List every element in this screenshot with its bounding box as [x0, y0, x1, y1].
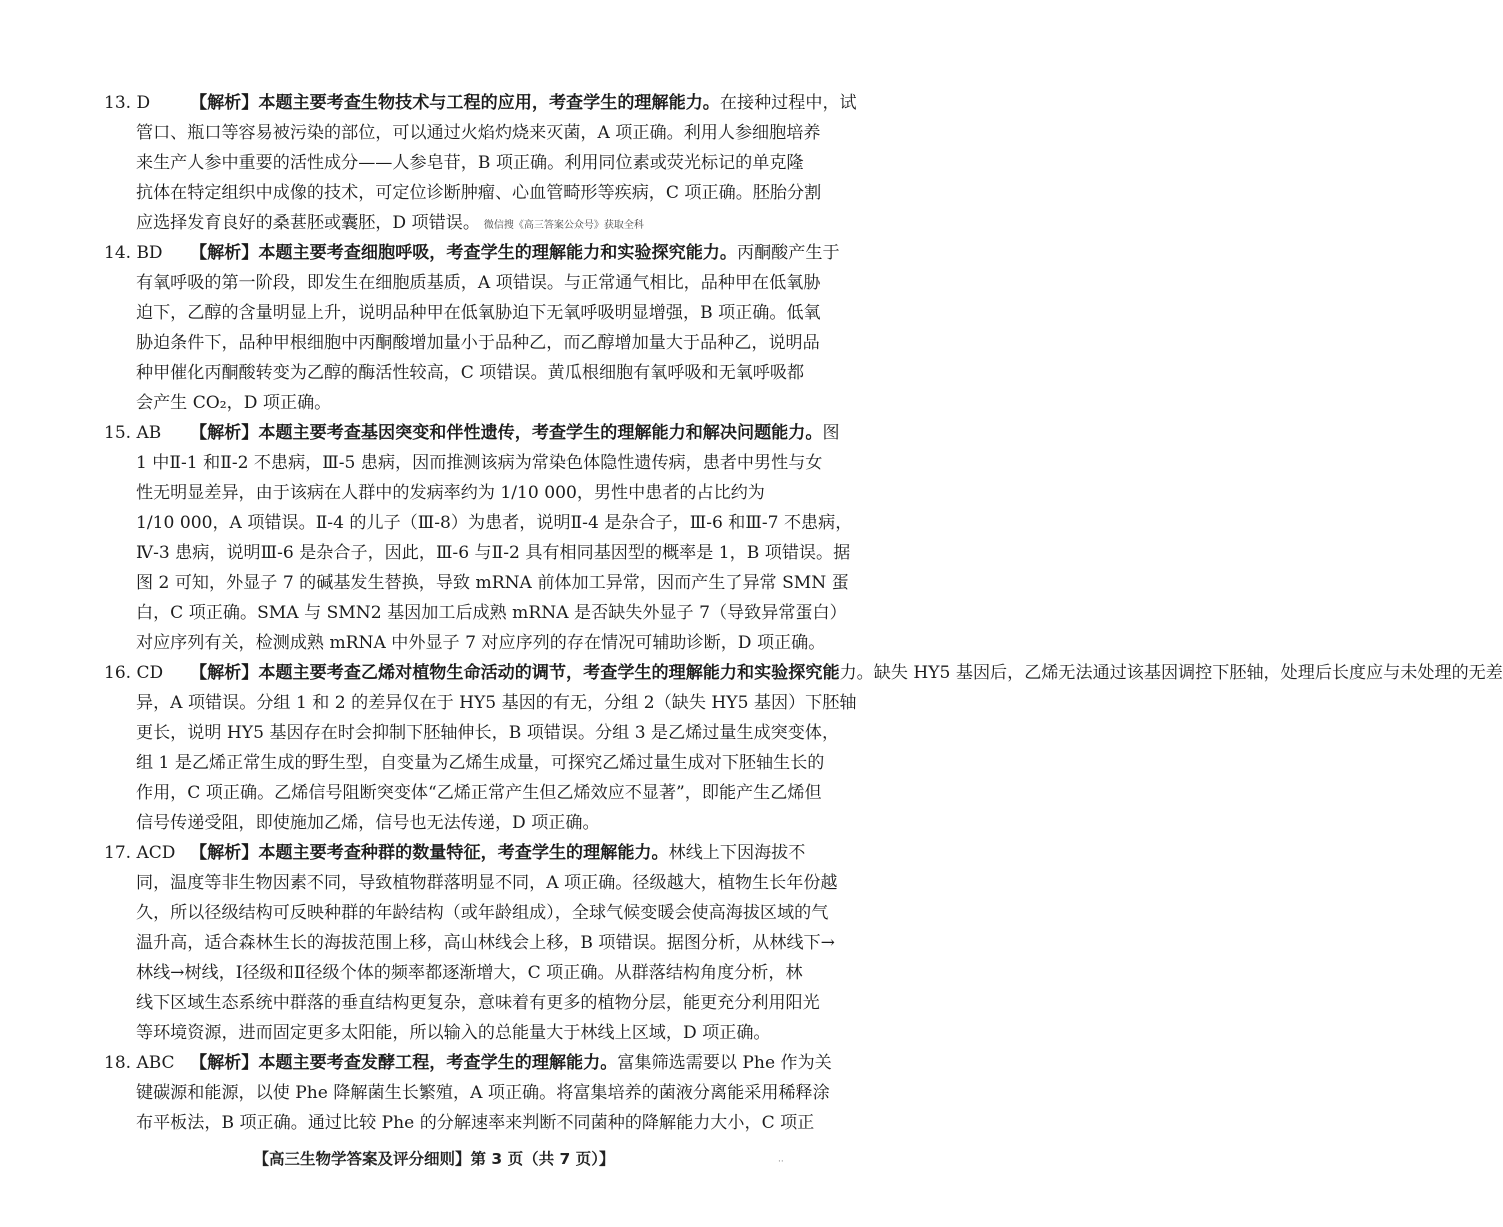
answer-line	[136, 1078, 830, 1108]
answer-text: 抗体在特定组织中成像的技术，可定位诊断肿瘤、心血管畸形等疾病，C 项正确。胚胎分割	[136, 183, 822, 203]
answer-line	[190, 658, 1503, 688]
question-block	[0, 838, 868, 1048]
answer-line	[136, 958, 803, 988]
answer-text: 富集筛选需要以 Phe 作为关	[617, 1053, 832, 1073]
answer-line	[136, 118, 821, 148]
answer-line	[190, 838, 806, 868]
question-block	[0, 658, 1503, 838]
answer-line	[136, 748, 825, 778]
answer-text: 在接种过程中，试	[719, 93, 857, 113]
question-block	[0, 418, 868, 658]
answer-line	[136, 388, 790, 418]
answer-text: 异，A 项错误。分组 1 和 2 的差异仅在于 HY5 基因的有无，分组 2（缺失 HY5 基因）下胚轴	[136, 693, 857, 713]
answer-text: 同，温度等非生物因素不同，导致植物群落明显不同，A 项正确。径级越大，植物生长年份越	[136, 873, 838, 893]
answer-text: 对应序列有关，检测成熟 mRNA 中外显子 7 对应序列的存在情况可辅助诊断，D 项正确。	[136, 633, 826, 653]
answer-line	[136, 868, 838, 898]
page-footer: 【高三生物学答案及评分细则】第 3 页（共 7 页）】	[253, 1150, 615, 1168]
answer-line	[190, 238, 840, 268]
answer-line	[190, 418, 840, 448]
answer-text: 图 2 可知，外显子 7 的碱基发生替换，导致 mRNA 前体加工异常，因而产生了异常 SMN 蛋	[136, 573, 849, 593]
answer-line	[136, 718, 840, 748]
question-block	[0, 1048, 868, 1138]
answer-text: 性无明显差异，由于该病在人群中的发病率约为 1/10 000，男性中患者的占比约为	[136, 483, 765, 503]
answer-text: 布平板法，B 项正确。通过比较 Phe 的分解速率来判断不同菌种的降解能力大小，C 项正	[136, 1113, 815, 1133]
answer-line	[136, 448, 823, 478]
question-number: 18. ABC	[104, 1053, 175, 1073]
answer-text: 来生产人参中重要的活性成分——人参皂苷，B 项正确。利用同位素或荧光标记的单克隆	[136, 153, 804, 173]
answer-text: 迫下，乙醇的含量明显上升，说明品种甲在低氧胁迫下无氧呼吸明显增强，B 项正确。低氧	[136, 303, 821, 323]
answer-text: 更长，说明 HY5 基因存在时会抑制下胚轴伸长，B 项错误。分组 3 是乙烯过量生成突变体，	[136, 723, 840, 743]
answer-text: 种甲催化丙酮酸转变为乙醇的酶活性较高，C 项错误。黄瓜根细胞有氧呼吸和无氧呼吸都	[136, 363, 805, 383]
answer-text: 键碳源和能源，以使 Phe 降解菌生长繁殖，A 项正确。将富集培养的菌液分离能采用稀释涂	[136, 1083, 830, 1103]
answer-text: 管口、瓶口等容易被污染的部位，可以通过火焰灼烧来灭菌，A 项正确。利用人参细胞培养	[136, 123, 821, 143]
answer-line	[136, 358, 805, 388]
question-number: 14. BD	[104, 243, 163, 263]
answer-text: 温升高，适合森林生长的海拔范围上移，高山林线会上移，B 项错误。据图分析，从林线下→	[136, 933, 835, 953]
analysis-heading: 【解析】本题主要考查基因突变和伴性遗传，考查学生的理解能力和解决问题能力。	[190, 423, 823, 443]
answer-text: 林线上下因海拔不	[668, 843, 806, 863]
answer-text: 1/10 000，A 项错误。Ⅱ-4 的儿子（Ⅲ-8）为患者，说明Ⅱ-4 是杂合子，Ⅲ-6 和Ⅲ-7 不患病，	[136, 513, 853, 533]
question-block	[0, 88, 868, 238]
question-number: 17. ACD	[104, 843, 176, 863]
answer-line	[136, 988, 820, 1018]
question-number: 13. D	[104, 93, 151, 113]
answer-text: Ⅳ-3 患病，说明Ⅲ-6 是杂合子，因此，Ⅲ-6 与Ⅱ-2 具有相同基因型的概率是 1，B 项错误。据	[136, 543, 851, 563]
analysis-heading: 【解析】本题主要考查发酵工程，考查学生的理解能力。	[190, 1053, 618, 1073]
corner-mark: ··	[778, 1157, 784, 1167]
answer-text: 图	[822, 423, 840, 443]
answer-text: 久，所以径级结构可反映种群的年龄结构（或年龄组成），全球气候变暖会使高海拔区域的气	[136, 903, 829, 923]
answer-line	[190, 88, 857, 118]
answer-line	[136, 778, 822, 808]
answer-line	[136, 1018, 790, 1048]
analysis-heading: 【解析】本题主要考查乙烯对植物生命活动的调节，考查学生的理解能力和实验探究能	[190, 663, 840, 683]
question-number: 15. AB	[104, 423, 162, 443]
answer-text: 力。缺失 HY5 基因后，乙烯无法通过该基因调控下胚轴，处理后长度应与未处理的无差	[839, 663, 1503, 683]
answer-line	[136, 1108, 815, 1138]
answer-text: 白，C 项正确。SMA 与 SMN2 基因加工后成熟 mRNA 是否缺失外显子 7（导致异常蛋白）	[136, 603, 847, 623]
answer-content	[0, 88, 1503, 1138]
answer-line	[136, 268, 821, 298]
analysis-heading: 【解析】本题主要考查种群的数量特征，考查学生的理解能力。	[190, 843, 669, 863]
answer-text: 应选择发育良好的桑葚胚或囊胚，D 项错误。	[136, 213, 480, 233]
watermark-note: 微信搜《高三答案公众号》获取全科	[483, 220, 644, 231]
answer-line	[136, 148, 804, 178]
answer-text: 组 1 是乙烯正常生成的野生型，自变量为乙烯生成量，可探究乙烯过量生成对下胚轴生长的	[136, 753, 825, 773]
answer-text: 会产生 CO₂，D 项正确。	[136, 393, 332, 413]
answer-text: 信号传递受阻，即使施加乙烯，信号也无法传递，D 项正确。	[136, 813, 600, 833]
answer-text: 胁迫条件下，品种甲根细胞中丙酮酸增加量小于品种乙，而乙醇增加量大于品种乙，说明品	[136, 333, 820, 353]
answer-line	[136, 808, 790, 838]
answer-text: 林线→树线，Ⅰ径级和Ⅱ径级个体的频率都逐渐增大，C 项正确。从群落结构角度分析，林	[136, 963, 803, 983]
answer-line	[136, 928, 835, 958]
answer-line	[190, 1048, 832, 1078]
answer-line	[136, 478, 790, 508]
answer-line	[136, 298, 821, 328]
answer-line	[136, 598, 847, 628]
answer-line	[136, 208, 790, 238]
answer-text: 作用，C 项正确。乙烯信号阻断突变体“乙烯正常产生但乙烯效应不显著”，即能产生乙烯但	[136, 783, 822, 803]
question-block	[0, 238, 868, 418]
answer-line	[136, 898, 829, 928]
answer-text: 有氧呼吸的第一阶段，即发生在细胞质基质，A 项错误。与正常通气相比，品种甲在低氧胁	[136, 273, 821, 293]
analysis-heading: 【解析】本题主要考查生物技术与工程的应用，考查学生的理解能力。	[190, 93, 720, 113]
answer-text: 线下区域生态系统中群落的垂直结构更复杂，意味着有更多的植物分层，能更充分利用阳光	[136, 993, 820, 1013]
answer-line	[136, 328, 820, 358]
answer-text: 丙酮酸产生于	[737, 243, 840, 263]
analysis-heading: 【解析】本题主要考查细胞呼吸，考查学生的理解能力和实验探究能力。	[190, 243, 737, 263]
answer-line	[136, 628, 826, 658]
answer-line	[136, 568, 849, 598]
answer-line	[136, 508, 853, 538]
answer-line	[136, 538, 851, 568]
answer-line	[136, 178, 822, 208]
answer-text: 等环境资源，进而固定更多太阳能，所以输入的总能量大于林线上区域，D 项正确。	[136, 1023, 771, 1043]
answer-text: 1 中Ⅱ-1 和Ⅱ-2 不患病，Ⅲ-5 患病，因而推测该病为常染色体隐性遗传病，患者中男性与女	[136, 453, 823, 473]
question-number: 16. CD	[104, 663, 164, 683]
answer-line	[136, 688, 857, 718]
